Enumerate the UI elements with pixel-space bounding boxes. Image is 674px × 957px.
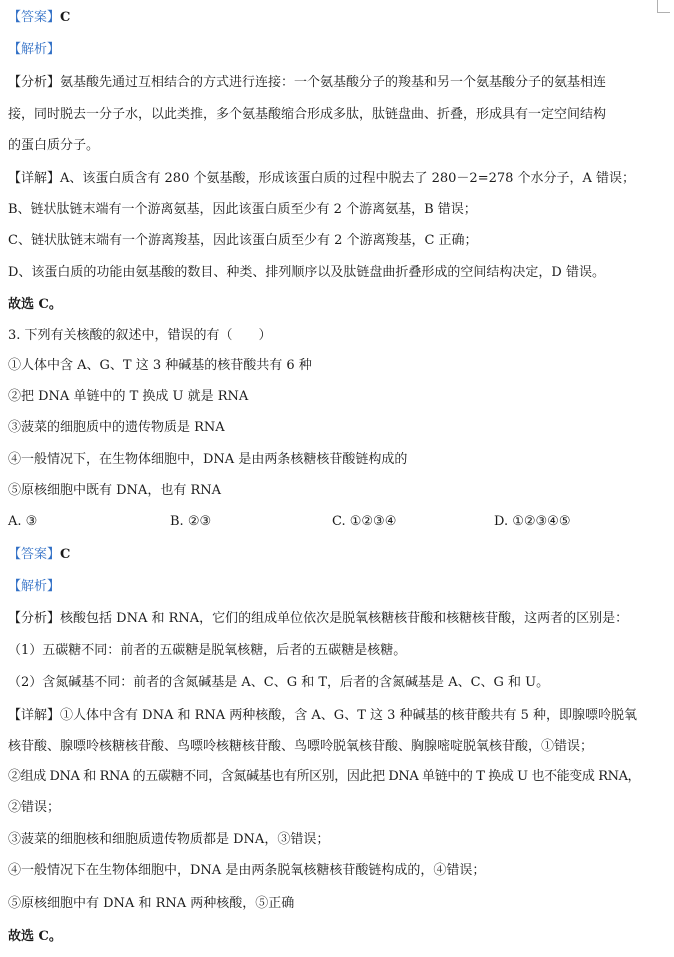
options-row	[8, 513, 666, 531]
statement-5: ⑤原核细胞中既有 DNA，也有 RNA	[8, 483, 222, 498]
analysis-tag: 【解析】	[8, 42, 61, 57]
option-a: A. ③	[8, 514, 38, 529]
answer-tag: 【答案】	[8, 10, 61, 25]
xiangjie-line-d: D、该蛋白质的功能由氨基酸的数目、种类、排列顺序以及肽链盘曲折叠形成的空间结构决定，D 错误。	[8, 265, 605, 280]
statement-2: ②把 DNA 单链中的 T 换成 U 就是 RNA	[8, 389, 249, 404]
option-c: C. ①②③④	[332, 514, 397, 529]
xiangjie-tag: 【详解】	[8, 708, 61, 723]
xiangjie2-line-2: 核苷酸、腺嘌呤核糖核苷酸、鸟嘌呤核糖核苷酸、鸟嘌呤脱氧核苷酸、胸腺嘧啶脱氧核苷酸，①错误；	[8, 739, 594, 754]
xiangjie2-line-5: ③菠菜的细胞核和细胞质遗传物质都是 DNA，③错误；	[8, 832, 330, 847]
fenxi2-line-1	[8, 610, 666, 628]
analysis-header-1	[8, 41, 666, 59]
statement-4: ④一般情况下，在生物体细胞中，DNA 是由两条核糖核苷酸链构成的	[8, 452, 408, 467]
statement-3: ③菠菜的细胞质中的遗传物质是 RNA	[8, 420, 225, 435]
answer-line-1	[8, 9, 666, 27]
answer-value: C	[60, 10, 71, 25]
option-b: B. ②③	[170, 514, 212, 529]
fenxi-line-1	[8, 74, 666, 92]
fenxi2-line-2: （1）五碳糖不同：前者的五碳糖是脱氧核糖，后者的五碳糖是核糖。	[8, 643, 407, 658]
xiangjie2-line-3: ②组成 DNA 和 RNA 的五碳糖不同，含氮碱基也有所区别，因此把 DNA 单链中的 T 换成 U 也不能变成 RNA，	[8, 769, 641, 784]
option-d: D. ①②③④⑤	[494, 514, 571, 529]
xiangjie-text: A、该蛋白质含有 280 个氨基酸，形成该蛋白质的过程中脱去了 280－2=278 个水分子，A 错误；	[60, 171, 636, 186]
fenxi-text: 氨基酸先通过互相结合的方式进行连接：一个氨基酸分子的羧基和另一个氨基酸分子的氨基相连	[60, 75, 607, 90]
answer-line-2	[8, 546, 666, 564]
answer-tag: 【答案】	[8, 547, 61, 562]
fenxi-line-2: 接，同时脱去一分子水，以此类推，多个氨基酸缩合形成多肽，肽链盘曲、折叠，形成具有一定空间结构	[8, 107, 607, 122]
xiangjie2-line-6: ④一般情况下在生物体细胞中，DNA 是由两条脱氧核糖核苷酸链构成的，④错误；	[8, 863, 486, 878]
statement-1: ①人体中含 A、G、T 这 3 种碱基的核苷酸共有 6 种	[8, 358, 312, 373]
question-stem: 3. 下列有关核酸的叙述中，错误的有（ ）	[8, 328, 272, 343]
answer-value: C	[60, 547, 71, 562]
fenxi-tag: 【分析】	[8, 75, 61, 90]
xiangjie2-line-7: ⑤原核细胞中有 DNA 和 RNA 两种核酸，⑤正确	[8, 896, 295, 911]
xiangjie-line-c: C、链状肽链末端有一个游离羧基，因此该蛋白质至少有 2 个游离羧基，C 正确；	[8, 233, 478, 248]
xiangjie2-line-1	[8, 707, 666, 725]
fenxi-line-3: 的蛋白质分子。	[8, 138, 100, 153]
analysis-header-2	[8, 578, 666, 596]
xiangjie-tag: 【详解】	[8, 171, 61, 186]
xiangjie-text: ①人体中含有 DNA 和 RNA 两种核酸，含 A、G、T 这 3 种碱基的核苷酸共有 5 种，即腺嘌呤脱氧	[60, 708, 638, 723]
xiangjie2-line-4: ②错误；	[8, 800, 61, 815]
fenxi-tag: 【分析】	[8, 611, 61, 626]
xiangjie-line-b: B、链状肽链末端有一个游离氨基，因此该蛋白质至少有 2 个游离氨基，B 错误；	[8, 202, 477, 217]
xiangjie-line-a	[8, 170, 666, 188]
fenxi-text: 核酸包括 DNA 和 RNA，它们的组成单位依次是脱氧核糖核苷酸和核糖核苷酸，这两者的区别是：	[60, 611, 629, 626]
conclusion-line-1: 故选 C。	[8, 297, 62, 312]
analysis-tag: 【解析】	[8, 579, 61, 594]
fenxi2-line-3: （2）含氮碱基不同：前者的含氮碱基是 A、C、G 和 T，后者的含氮碱基是 A、C、G 和 U。	[8, 675, 550, 690]
conclusion-line-2: 故选 C。	[8, 929, 62, 944]
